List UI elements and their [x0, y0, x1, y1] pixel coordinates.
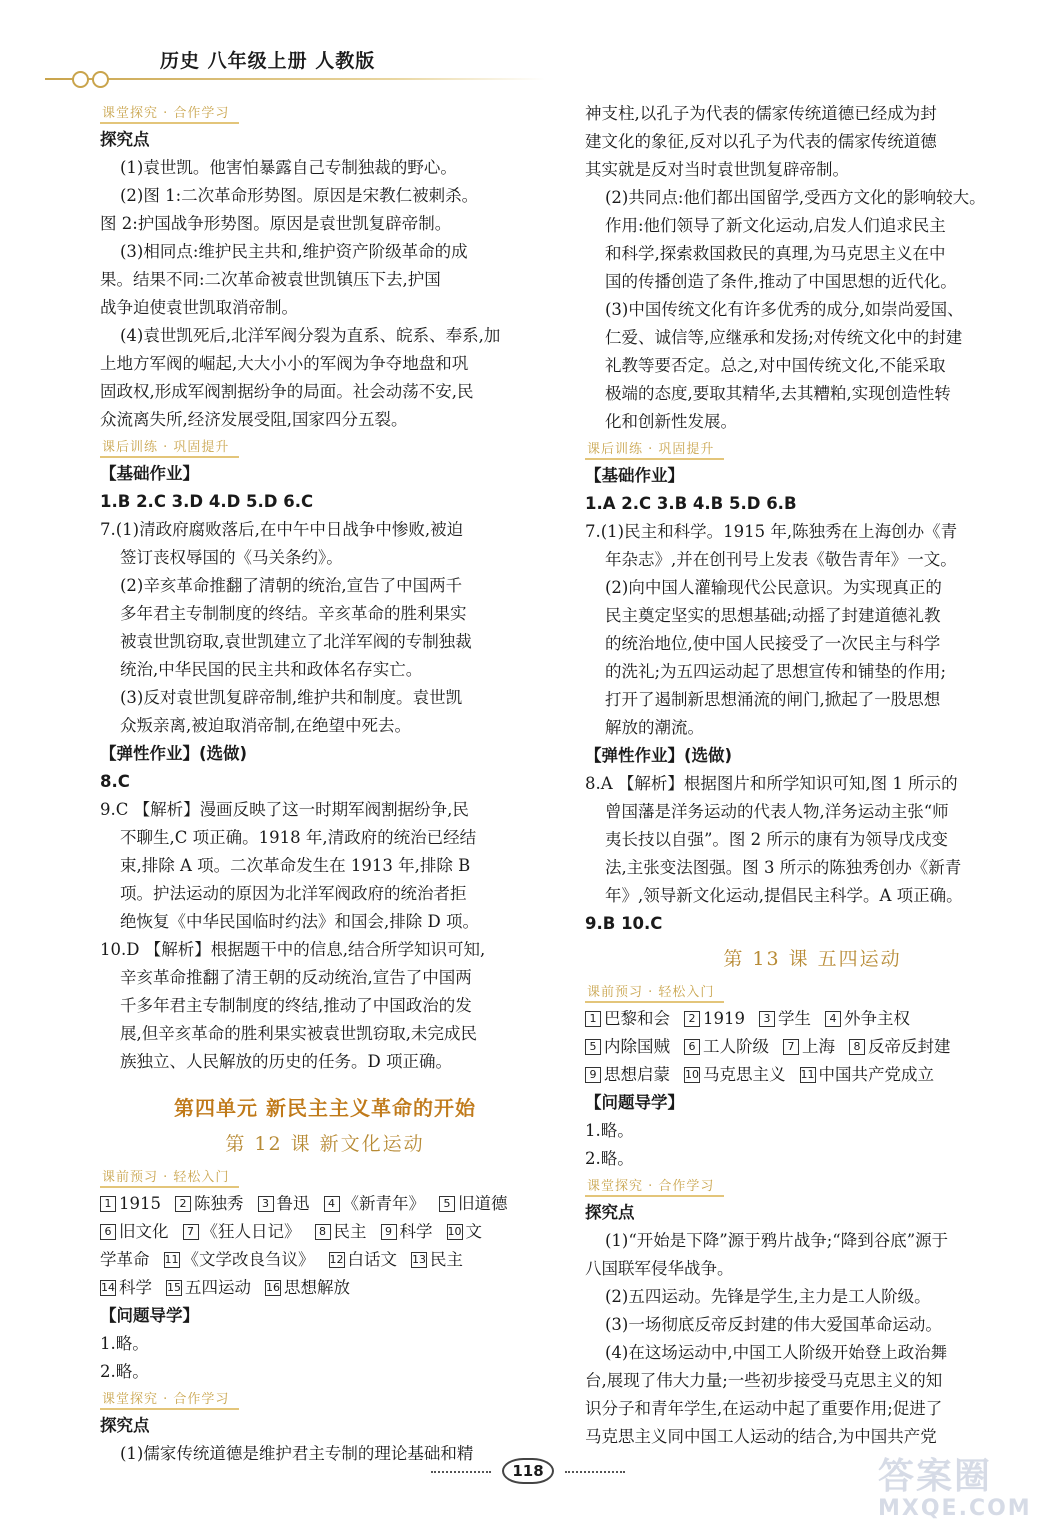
- answer-line: 绝恢复《中华民国临时约法》和国会,排除 D 项。: [120, 912, 479, 931]
- answer-line: 7.(1)民主和科学。1915 年,陈独秀在上海创办《青: [585, 522, 958, 541]
- keyword-item: [265, 1274, 350, 1302]
- answer-line: 年杂志》,并在创刊号上发表《敬告青年》一文。: [605, 550, 957, 569]
- answer-line: (1)袁世凯。他害怕暴露自己专制独裁的野心。: [120, 158, 457, 177]
- answer-line: 仁爱、诚信等,应继承和发扬;对传统文化中的封建: [605, 328, 963, 347]
- section-heading: 课堂探究 · 合作学习: [100, 1388, 239, 1410]
- keyword-number-box: 8: [849, 1039, 865, 1055]
- answer-line: 八国联军侵华战争。: [585, 1259, 734, 1278]
- keyword-text: 学生: [778, 1009, 811, 1028]
- keyword-item: [315, 1218, 367, 1246]
- answer-line: 建文化的象征,反对以孔子为代表的儒家传统道德: [585, 132, 937, 151]
- answer-line: 法,主张变法图强。图 3 所示的陈独秀创办《新青: [605, 858, 962, 877]
- keyword-text: 鲁迅: [276, 1194, 310, 1213]
- answer-line: 族独立、人民解放的历史的任务。D 项正确。: [120, 1052, 452, 1071]
- choice-answers: 1.B 2.C 3.D 4.D 5.D 6.C: [100, 492, 314, 511]
- keyword-text: 旧道德: [458, 1194, 508, 1213]
- keyword-number-box: 8: [315, 1224, 331, 1240]
- answer-line: (3)相同点:维护民主共和,维护资产阶级革命的成: [120, 242, 468, 261]
- keyword-item: [164, 1246, 315, 1274]
- subheading: 【问题导学】: [100, 1306, 199, 1325]
- keyword-number-box: 10: [447, 1225, 462, 1238]
- keyword-item: [183, 1218, 301, 1246]
- subheading: 探究点: [100, 1416, 150, 1435]
- keyword-item: [783, 1033, 835, 1061]
- answer-line: 其实就是反对当时袁世凯复辟帝制。: [585, 160, 849, 179]
- keyword-item: [849, 1033, 951, 1061]
- answer-line: 2.略。: [100, 1362, 149, 1381]
- keyword-text: 五四运动: [185, 1278, 251, 1297]
- answer-line: 9.C 【解析】漫画反映了这一时期军阀割据纷争,民: [100, 800, 469, 819]
- keyword-item: [100, 1218, 169, 1246]
- keyword-item: [684, 1061, 786, 1089]
- answer-line: 民主奠定坚实的思想基础;动摇了封建道德礼教: [605, 606, 941, 625]
- answer-line: 马克思主义同中国工人运动的结合,为中国共产党: [585, 1427, 937, 1446]
- keyword-number-box: 2: [175, 1196, 191, 1212]
- keyword-row: [100, 1190, 550, 1218]
- keyword-row: [585, 1005, 1040, 1033]
- keyword-number-box: 16: [266, 1281, 280, 1294]
- keyword-item: [258, 1190, 310, 1218]
- choice-answers: 8.C: [100, 772, 130, 791]
- keyword-text: 外争主权: [844, 1009, 910, 1028]
- answer-line: 7.(1)清政府腐败落后,在中午中日战争中惨败,被迫: [100, 520, 464, 539]
- answer-line: 10.D 【解析】根据题干中的信息,结合所学知识可知,: [100, 940, 486, 959]
- keyword-number-box: 1: [585, 1011, 601, 1027]
- answer-line: 签订丧权辱国的《马关条约》。: [120, 548, 343, 567]
- page-number: 118: [502, 1458, 553, 1484]
- keyword-item: [585, 1005, 670, 1033]
- keyword-number-box: 3: [759, 1011, 775, 1027]
- keyword-text: 《文学改良刍议》: [182, 1250, 315, 1269]
- keyword-item: [175, 1190, 244, 1218]
- answer-line: (2)图 1:二次革命形势图。原因是宋教仁被刺杀。: [120, 186, 479, 205]
- answer-line: 不聊生,C 项正确。1918 年,清政府的统治已经结: [120, 828, 477, 847]
- keyword-item: [585, 1033, 670, 1061]
- keyword-text: 工人阶级: [703, 1037, 769, 1056]
- section-heading: 课后训练 · 巩固提升: [100, 436, 239, 458]
- answer-line: (2)共同点:他们都出国留学,受西方文化的影响较大。: [605, 188, 986, 207]
- keyword-grid: [585, 1005, 1040, 1089]
- keyword-item: [585, 1061, 670, 1089]
- choice-answers: 9.B 10.C: [585, 914, 663, 933]
- keyword-item: [759, 1005, 811, 1033]
- answer-line: 被袁世凯窃取,袁世凯建立了北洋军阀的专制独裁: [120, 632, 472, 651]
- answer-line: 曾国藩是洋务运动的代表人物,洋务运动主张“师: [605, 802, 949, 821]
- keyword-text: 思想启蒙: [604, 1065, 670, 1084]
- keyword-number-box: 11: [164, 1253, 179, 1266]
- keyword-number-box: 15: [167, 1281, 181, 1294]
- keyword-text: 上海: [802, 1037, 835, 1056]
- keyword-text: 陈独秀: [194, 1194, 244, 1213]
- answer-line: 神支柱,以孔子为代表的儒家传统道德已经成为封: [585, 104, 937, 123]
- answer-line: 8.A 【解析】根据图片和所学知识可知,图 1 所示的: [585, 774, 958, 793]
- answer-line: 解放的潮流。: [605, 718, 704, 737]
- keyword-text: 马克思主义: [703, 1065, 786, 1084]
- answer-line: 台,展现了伟大力量;一些初步接受马克思主义的知: [585, 1371, 943, 1390]
- keyword-item: [800, 1061, 935, 1089]
- answer-line: 1.略。: [585, 1121, 634, 1140]
- subheading: 【弹性作业】(选做): [585, 746, 733, 765]
- keyword-text: 《狂人日记》: [201, 1222, 301, 1241]
- lesson-title: 第 13 课 五四运动: [723, 948, 902, 970]
- keyword-item: [100, 1246, 150, 1274]
- keyword-item: [825, 1005, 910, 1033]
- answer-line: 果。结果不同:二次革命被袁世凯镇压下去,护国: [100, 270, 441, 289]
- answer-line: 的统治地位,使中国人民接受了一次民主与科学: [605, 634, 941, 653]
- answer-line: 众流离失所,经济发展受阻,国家四分五裂。: [100, 410, 408, 429]
- answer-line: 项。护法运动的原因为北洋军阀政府的统治者拒: [120, 884, 467, 903]
- answer-line: 夷长技以自强”。图 2 所示的康有为领导戊戌变: [605, 830, 948, 849]
- section-heading: 课前预习 · 轻松入门: [100, 1166, 239, 1188]
- header-dot-ornament: [92, 71, 109, 88]
- keyword-row: [100, 1246, 550, 1274]
- keyword-row: [585, 1061, 1040, 1089]
- watermark-logo: 答案圈: [878, 1456, 993, 1497]
- keyword-item: [100, 1190, 161, 1218]
- answer-line: 极端的态度,要取其精华,去其糟粕,实现创造性转: [605, 384, 951, 403]
- keyword-text: 民主: [333, 1222, 367, 1241]
- keyword-text: 科学: [399, 1222, 433, 1241]
- keyword-number-box: 13: [412, 1253, 426, 1266]
- keyword-text: 科学: [119, 1278, 152, 1297]
- answer-line: 年》,领导新文化运动,提倡民主科学。A 项正确。: [605, 886, 963, 905]
- footer-dots: [431, 1471, 491, 1473]
- answer-line: 的洗礼;为五四运动起了思想宣传和铺垫的作用;: [605, 662, 947, 681]
- keyword-text: 旧文化: [119, 1222, 169, 1241]
- answer-line: 打开了遏制新思想涌流的闸门,掀起了一股思想: [605, 690, 941, 709]
- answer-line: (4)在这场运动中,中国工人阶级开始登上政治舞: [605, 1343, 948, 1362]
- keyword-text: 思想解放: [284, 1278, 350, 1297]
- answer-line: 战争迫使袁世凯取消帝制。: [100, 298, 298, 317]
- unit-title: 第四单元 新民主主义革命的开始: [174, 1096, 476, 1120]
- answer-line: 众叛亲离,被迫取消帝制,在绝望中死去。: [120, 716, 411, 735]
- keyword-text: 1915: [119, 1194, 161, 1213]
- answer-line: 千多年君主专制制度的终结,推动了中国政治的发: [120, 996, 472, 1015]
- keyword-number-box: 9: [585, 1067, 601, 1083]
- keyword-number-box: 6: [684, 1039, 700, 1055]
- keyword-number-box: 5: [585, 1039, 601, 1055]
- keyword-item: [100, 1274, 152, 1302]
- answer-line: (1)“开始是下降”源于鸦片战争;“降到谷底”源于: [605, 1231, 949, 1250]
- keyword-number-box: 12: [329, 1253, 344, 1266]
- header-dot-ornament: [72, 71, 89, 88]
- keyword-item: [439, 1190, 508, 1218]
- keyword-number-box: 11: [800, 1068, 815, 1081]
- keyword-number-box: 10: [685, 1068, 699, 1081]
- keyword-number-box: 5: [439, 1196, 455, 1212]
- subheading: 【基础作业】: [585, 466, 684, 485]
- keyword-number-box: 6: [100, 1224, 116, 1240]
- answer-line: (3)反对袁世凯复辟帝制,维护共和制度。袁世凯: [120, 688, 463, 707]
- keyword-number-box: 1: [100, 1196, 116, 1212]
- answer-line: (3)中国传统文化有许多优秀的成分,如崇尚爱国、: [605, 300, 964, 319]
- section-heading: 课堂探究 · 合作学习: [585, 1175, 724, 1197]
- section-heading: 课后训练 · 巩固提升: [585, 438, 724, 460]
- book-header-title: 历史 八年级上册 人教版: [160, 50, 376, 72]
- choice-answers: 1.A 2.C 3.B 4.B 5.D 6.B: [585, 494, 797, 513]
- right-column: [585, 100, 1040, 1451]
- left-column: [100, 100, 550, 1468]
- keyword-number-box: 4: [825, 1011, 841, 1027]
- keyword-text: 内除国贼: [604, 1037, 670, 1056]
- keyword-grid: [100, 1190, 550, 1302]
- keyword-row: [585, 1033, 1040, 1061]
- answer-line: (2)辛亥革命推翻了清朝的统治,宣告了中国两千: [120, 576, 463, 595]
- answer-line: (1)儒家传统道德是维护君主专制的理论基础和精: [120, 1444, 474, 1463]
- answer-line: 和科学,探索救国救民的真理,为马克思主义在中: [605, 244, 946, 263]
- keyword-number-box: 14: [101, 1281, 115, 1294]
- answer-line: 图 2:护国战争形势图。原因是袁世凯复辟帝制。: [100, 214, 452, 233]
- answer-line: (4)袁世凯死后,北洋军阀分裂为直系、皖系、奉系,加: [120, 326, 501, 345]
- answer-line: 上地方军阀的崛起,大大小小的军阀为争夺地盘和巩: [100, 354, 469, 373]
- keyword-item: [411, 1246, 463, 1274]
- answer-line: 辛亥革命推翻了清王朝的反动统治,宣告了中国两: [120, 968, 472, 987]
- watermark: [878, 1456, 1038, 1521]
- answer-line: (2)五四运动。先锋是学生,主力是工人阶级。: [605, 1287, 931, 1306]
- keyword-item: [166, 1274, 251, 1302]
- keyword-number-box: 3: [258, 1196, 274, 1212]
- answer-line: 国的传播创造了条件,推动了中国思想的近代化。: [605, 272, 957, 291]
- answer-line: (2)向中国人灌输现代公民意识。为实现真正的: [605, 578, 942, 597]
- keyword-number-box: 2: [684, 1011, 700, 1027]
- keyword-number-box: 4: [324, 1196, 340, 1212]
- answer-line: 展,但辛亥革命的胜利果实被袁世凯窃取,未完成民: [120, 1024, 477, 1043]
- watermark-url: MXQE.COM: [878, 1496, 1032, 1521]
- keyword-text: 1919: [703, 1009, 745, 1028]
- keyword-text: 巴黎和会: [604, 1009, 670, 1028]
- keyword-number-box: 7: [783, 1039, 799, 1055]
- answer-block: [100, 154, 550, 434]
- answer-line: 化和创新性发展。: [605, 412, 737, 431]
- answer-line: (3)一场彻底反帝反封建的伟大爱国革命运动。: [605, 1315, 942, 1334]
- keyword-item: [684, 1033, 769, 1061]
- keyword-text: 学革命: [100, 1250, 150, 1269]
- keyword-text: 中国共产党成立: [818, 1065, 934, 1084]
- keyword-text: 反帝反封建: [868, 1037, 951, 1056]
- header-divider: [45, 78, 545, 80]
- section-heading: 课堂探究 · 合作学习: [100, 102, 239, 124]
- subheading: 探究点: [585, 1203, 635, 1222]
- keyword-item: [684, 1005, 745, 1033]
- answer-line: 1.略。: [100, 1334, 149, 1353]
- keyword-item: [447, 1218, 483, 1246]
- keyword-item: [329, 1246, 398, 1274]
- answer-line: 束,排除 A 项。二次革命发生在 1913 年,排除 B: [120, 856, 471, 875]
- keyword-text: 民主: [430, 1250, 463, 1269]
- subheading: 【基础作业】: [100, 464, 199, 483]
- subheading: 【弹性作业】(选做): [100, 744, 248, 763]
- keyword-item: [324, 1190, 426, 1218]
- answer-line: 作用:他们领导了新文化运动,启发人们追求民主: [605, 216, 946, 235]
- keyword-text: 白话文: [347, 1250, 397, 1269]
- keyword-row: [100, 1218, 550, 1246]
- keyword-row: [100, 1274, 550, 1302]
- subheading: 探究点: [100, 130, 150, 149]
- subheading: 【问题导学】: [585, 1093, 684, 1112]
- answer-line: 识分子和青年学生,在运动中起了重要作用;促进了: [585, 1399, 943, 1418]
- section-heading: 课前预习 · 轻松入门: [585, 981, 724, 1003]
- answer-line: 礼教等要否定。总之,对中国传统文化,不能采取: [605, 356, 946, 375]
- answer-line: 2.略。: [585, 1149, 634, 1168]
- answer-line: 多年君主专制制度的终结。辛亥革命的胜利果实: [120, 604, 467, 623]
- answer-line: 统治,中华民国的民主共和政体名存实亡。: [120, 660, 423, 679]
- keyword-text: 文: [465, 1222, 482, 1241]
- lesson-title: 第 12 课 新文化运动: [225, 1133, 425, 1155]
- keyword-number-box: 7: [183, 1224, 199, 1240]
- answer-line: 固政权,形成军阀割据纷争的局面。社会动荡不安,民: [100, 382, 474, 401]
- keyword-item: [381, 1218, 433, 1246]
- footer-dots: [565, 1471, 625, 1473]
- keyword-text: 《新青年》: [342, 1194, 425, 1213]
- keyword-number-box: 9: [381, 1224, 397, 1240]
